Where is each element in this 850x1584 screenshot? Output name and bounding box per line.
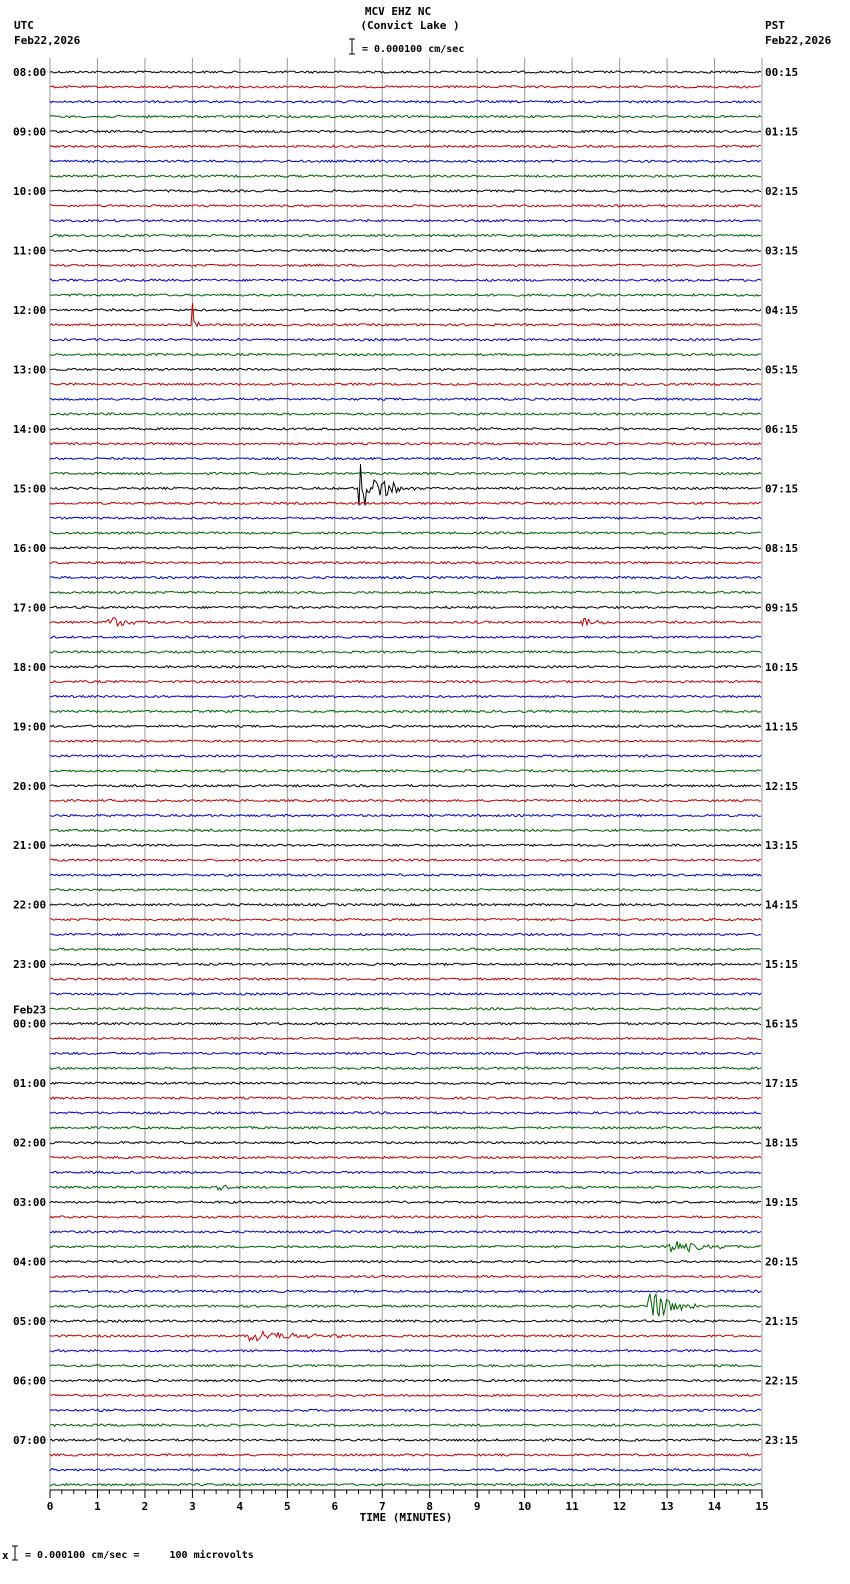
trace-line [50, 1365, 761, 1367]
pst-hour-label: 18:15 [765, 1136, 799, 1150]
trace-line [50, 71, 761, 73]
pst-hour-label: 21:15 [765, 1315, 799, 1329]
trace-group [50, 71, 761, 1486]
trace-line [50, 889, 761, 891]
trace-line [50, 309, 761, 311]
trace-line [50, 1185, 761, 1190]
trace-line [50, 458, 761, 460]
trace-line [50, 443, 761, 445]
trace-line [50, 1023, 761, 1025]
trace-line [50, 279, 761, 281]
trace-line [50, 368, 761, 370]
trace-line [50, 294, 761, 296]
trace-line [50, 1156, 761, 1158]
left-timezone: UTC [14, 19, 34, 32]
x-tick-label: 9 [473, 1500, 481, 1513]
pst-hour-label: 22:15 [765, 1374, 799, 1388]
trace-line [50, 1350, 761, 1352]
right-date: Feb22,2026 [765, 34, 832, 47]
trace-line [50, 963, 761, 965]
trace-line [50, 130, 761, 132]
pst-hour-label: 03:15 [765, 244, 799, 258]
trace-line [50, 264, 761, 266]
trace-line [50, 1127, 761, 1129]
utc-hour-label: 07:00 [13, 1434, 47, 1448]
pst-hour-label: 14:15 [765, 898, 799, 912]
trace-line [50, 978, 761, 980]
utc-hour-label: 06:00 [13, 1374, 47, 1388]
trace-line [50, 1261, 761, 1263]
utc-hour-label: 19:00 [13, 720, 47, 734]
trace-line [50, 1454, 761, 1456]
utc-hour-label: 15:00 [13, 482, 47, 496]
x-tick-label: 0 [46, 1500, 54, 1513]
trace-line [50, 874, 761, 876]
trace-line [50, 339, 761, 341]
trace-line [50, 1241, 761, 1252]
x-axis [47, 1490, 769, 1524]
trace-line [50, 814, 761, 816]
trace-line [50, 190, 761, 192]
trace-line [50, 666, 761, 668]
time-grid [50, 58, 762, 1490]
trace-line [50, 844, 761, 846]
trace-line [50, 1038, 761, 1040]
trace-line [50, 1439, 761, 1441]
trace-line [50, 1067, 761, 1069]
trace-line [50, 1112, 761, 1114]
pst-hour-label: 11:15 [765, 720, 799, 734]
trace-line [50, 1320, 761, 1322]
utc-hour-label: 01:00 [13, 1077, 47, 1091]
trace-line [50, 933, 761, 935]
trace-line [50, 710, 761, 712]
trace-line [50, 695, 761, 697]
trace-line [50, 1332, 761, 1341]
trace-line [50, 1294, 761, 1316]
pst-hour-label: 12:15 [765, 779, 799, 793]
trace-line [50, 1052, 761, 1054]
trace-line [50, 413, 761, 415]
pst-hour-label: 17:15 [765, 1077, 799, 1091]
trace-line [50, 651, 761, 653]
pst-hour-label: 04:15 [765, 303, 799, 317]
utc-hour-label: 22:00 [13, 898, 47, 912]
trace-line [50, 160, 761, 162]
trace-line [50, 800, 761, 802]
trace-line [50, 1008, 761, 1010]
pst-hour-label: 09:15 [765, 601, 799, 615]
x-tick-label: 4 [236, 1500, 244, 1513]
pst-hour-label: 08:15 [765, 541, 799, 555]
trace-line [50, 1171, 761, 1173]
trace-line [50, 464, 761, 505]
pst-hour-label: 20:15 [765, 1255, 799, 1269]
scale-label: = 0.000100 cm/sec [362, 44, 465, 55]
trace-line [50, 770, 761, 772]
trace-line [50, 562, 761, 564]
trace-line [50, 606, 761, 608]
utc-hour-label: 00:00 [13, 1017, 47, 1031]
utc-hour-label: 04:00 [13, 1255, 47, 1269]
pst-hour-label: 16:15 [765, 1017, 799, 1031]
x-tick-label: 13 [660, 1500, 674, 1513]
trace-line [50, 1380, 761, 1382]
utc-hour-label: 17:00 [13, 601, 47, 615]
utc-hour-label: 09:00 [13, 125, 47, 139]
svg-text:x: x [2, 1549, 9, 1562]
x-tick-label: 8 [426, 1500, 434, 1513]
x-tick-label: 1 [94, 1500, 101, 1513]
trace-line [50, 1142, 761, 1144]
date-change-label: Feb23 [13, 1003, 47, 1017]
utc-hour-label: 11:00 [13, 244, 47, 258]
trace-line [50, 1469, 761, 1471]
trace-line [50, 1394, 761, 1396]
trace-line [50, 1275, 761, 1277]
pst-hour-label: 10:15 [765, 660, 799, 674]
trace-line [50, 1484, 761, 1486]
trace-line [50, 353, 761, 355]
trace-line [50, 755, 761, 757]
footer-scale-bar-icon [2, 1546, 18, 1562]
trace-line [50, 1082, 761, 1084]
trace-line [50, 101, 761, 103]
utc-hour-label: 16:00 [13, 541, 47, 555]
trace-line [50, 725, 761, 727]
trace-line [50, 517, 761, 519]
x-tick-label: 11 [565, 1500, 579, 1513]
scale-bar-icon [349, 39, 355, 54]
trace-line [50, 904, 761, 906]
trace-line [50, 428, 761, 430]
trace-line [50, 116, 761, 118]
trace-line [50, 145, 761, 147]
pst-hour-label: 01:15 [765, 125, 799, 139]
utc-hour-label: 12:00 [13, 303, 47, 317]
trace-line [50, 235, 761, 237]
trace-line [50, 1409, 761, 1411]
utc-hour-label: 03:00 [13, 1196, 47, 1210]
trace-line [50, 1231, 761, 1233]
trace-line [50, 1097, 761, 1099]
trace-line [50, 591, 761, 593]
trace-line [50, 618, 761, 626]
x-axis-title: TIME (MINUTES) [359, 1511, 453, 1524]
trace-line [50, 472, 761, 474]
footer-scale-note: = 0.000100 cm/sec = 100 microvolts [25, 1550, 254, 1561]
pst-hour-label: 02:15 [765, 184, 799, 198]
trace-line [50, 86, 761, 88]
x-tick-label: 5 [284, 1500, 291, 1513]
pst-hour-label: 05:15 [765, 363, 799, 377]
trace-line [50, 398, 761, 400]
trace-line [50, 740, 761, 742]
trace-line [50, 859, 761, 861]
pst-hour-label: 00:15 [765, 66, 799, 79]
x-tick-label: 7 [378, 1500, 386, 1513]
trace-line [50, 1201, 761, 1203]
trace-line [50, 577, 761, 579]
utc-hour-label: 21:00 [13, 839, 47, 853]
utc-hour-label: 10:00 [13, 184, 47, 198]
trace-line [50, 829, 761, 831]
trace-line [50, 249, 761, 251]
trace-line [50, 532, 761, 534]
utc-hour-label: 18:00 [13, 660, 47, 674]
trace-line [50, 383, 761, 385]
trace-line [50, 681, 761, 683]
station-location: (Convict Lake ) [360, 19, 460, 32]
trace-line [50, 175, 761, 177]
x-tick-label: 2 [141, 1500, 149, 1513]
utc-hour-label: 08:00 [13, 66, 47, 79]
utc-hour-label: 05:00 [13, 1315, 47, 1329]
x-tick-label: 10 [518, 1500, 532, 1513]
trace-line [50, 948, 761, 950]
x-tick-label: 14 [707, 1500, 722, 1513]
trace-line [50, 785, 761, 787]
pst-hour-label: 19:15 [765, 1196, 799, 1210]
trace-line [50, 993, 761, 995]
utc-hour-label: 02:00 [13, 1136, 47, 1150]
trace-line [50, 502, 761, 504]
x-tick-label: 6 [331, 1500, 339, 1513]
right-timezone: PST [765, 19, 785, 32]
pst-hour-label: 07:15 [765, 482, 799, 496]
trace-line [50, 547, 761, 549]
left-date: Feb22,2026 [14, 34, 81, 47]
pst-hour-label: 23:15 [765, 1434, 799, 1448]
station-title: MCV EHZ NC [364, 5, 432, 18]
trace-line [50, 303, 761, 326]
utc-hour-label: 13:00 [13, 363, 47, 377]
x-tick-label: 15 [755, 1500, 769, 1513]
x-tick-label: 12 [612, 1500, 627, 1513]
trace-line [50, 1290, 761, 1292]
trace-line [50, 1424, 761, 1426]
trace-line [50, 220, 761, 222]
pst-hour-label: 15:15 [765, 958, 799, 972]
utc-hour-label: 14:00 [13, 422, 47, 436]
x-tick-label: 3 [189, 1500, 196, 1513]
utc-hour-label: 23:00 [13, 958, 47, 972]
trace-line [50, 205, 761, 207]
trace-line [50, 919, 761, 921]
pst-hour-label: 13:15 [765, 839, 799, 853]
trace-line [50, 636, 761, 638]
pst-hour-label: 06:15 [765, 422, 799, 436]
utc-hour-label: 20:00 [13, 779, 47, 793]
trace-line [50, 1216, 761, 1218]
